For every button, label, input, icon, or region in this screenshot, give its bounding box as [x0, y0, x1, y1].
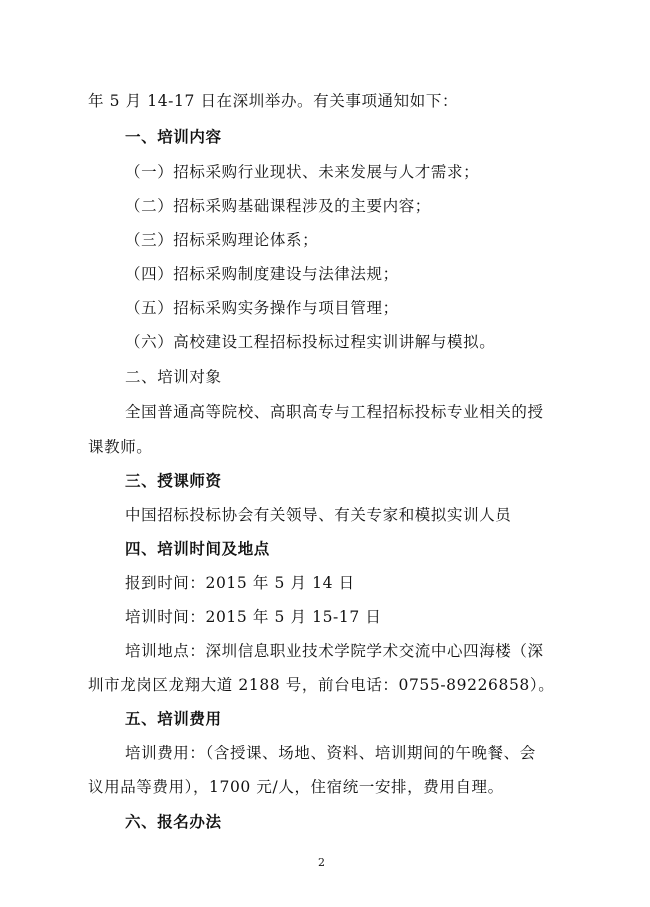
- section2-heading: 二、培训对象: [125, 368, 222, 386]
- section3-body: 中国招标投标协会有关领导、有关专家和模拟实训人员: [125, 506, 512, 524]
- section1-item: （一）招标采购行业现状、未来发展与人才需求；: [125, 163, 480, 181]
- section4-heading: 四、培训时间及地点: [125, 539, 270, 558]
- section1-item: （四）招标采购制度建设与法律法规；: [125, 265, 399, 283]
- section6-heading: 六、报名办法: [125, 812, 222, 831]
- location-line: 培训地点：深圳信息职业技术学院学术交流中心四海楼（深: [125, 642, 544, 660]
- section1-heading: 一、培训内容: [125, 127, 222, 146]
- section5-heading: 五、培训费用: [125, 709, 222, 728]
- section1-item: （六）高校建设工程招标投标过程实训讲解与模拟。: [125, 333, 496, 351]
- section2-body-line: 课教师。: [88, 438, 153, 456]
- report-time: 报到时间：2015 年 5 月 14 日: [125, 574, 355, 592]
- section1-item: （五）招标采购实务操作与项目管理；: [125, 299, 399, 317]
- page-number: 2: [318, 856, 325, 869]
- section1-item: （二）招标采购基础课程涉及的主要内容；: [125, 197, 431, 215]
- section3-heading: 三、授课师资: [125, 471, 222, 490]
- intro-line: 年 5 月 14-17 日在深圳举办。有关事项通知如下：: [88, 92, 459, 110]
- location-line: 圳市龙岗区龙翔大道 2188 号，前台电话：0755-89226858）。: [88, 676, 555, 694]
- section2-body-line: 全国普通高等院校、高职高专与工程招标投标专业相关的授: [125, 403, 544, 421]
- training-time: 培训时间：2015 年 5 月 15-17 日: [125, 608, 382, 626]
- fee-line: 培训费用：（含授课、场地、资料、培训期间的午晚餐、会: [125, 744, 536, 762]
- section1-item: （三）招标采购理论体系；: [125, 231, 319, 249]
- fee-line: 议用品等费用），1700 元/人，住宿统一安排，费用自理。: [88, 778, 504, 796]
